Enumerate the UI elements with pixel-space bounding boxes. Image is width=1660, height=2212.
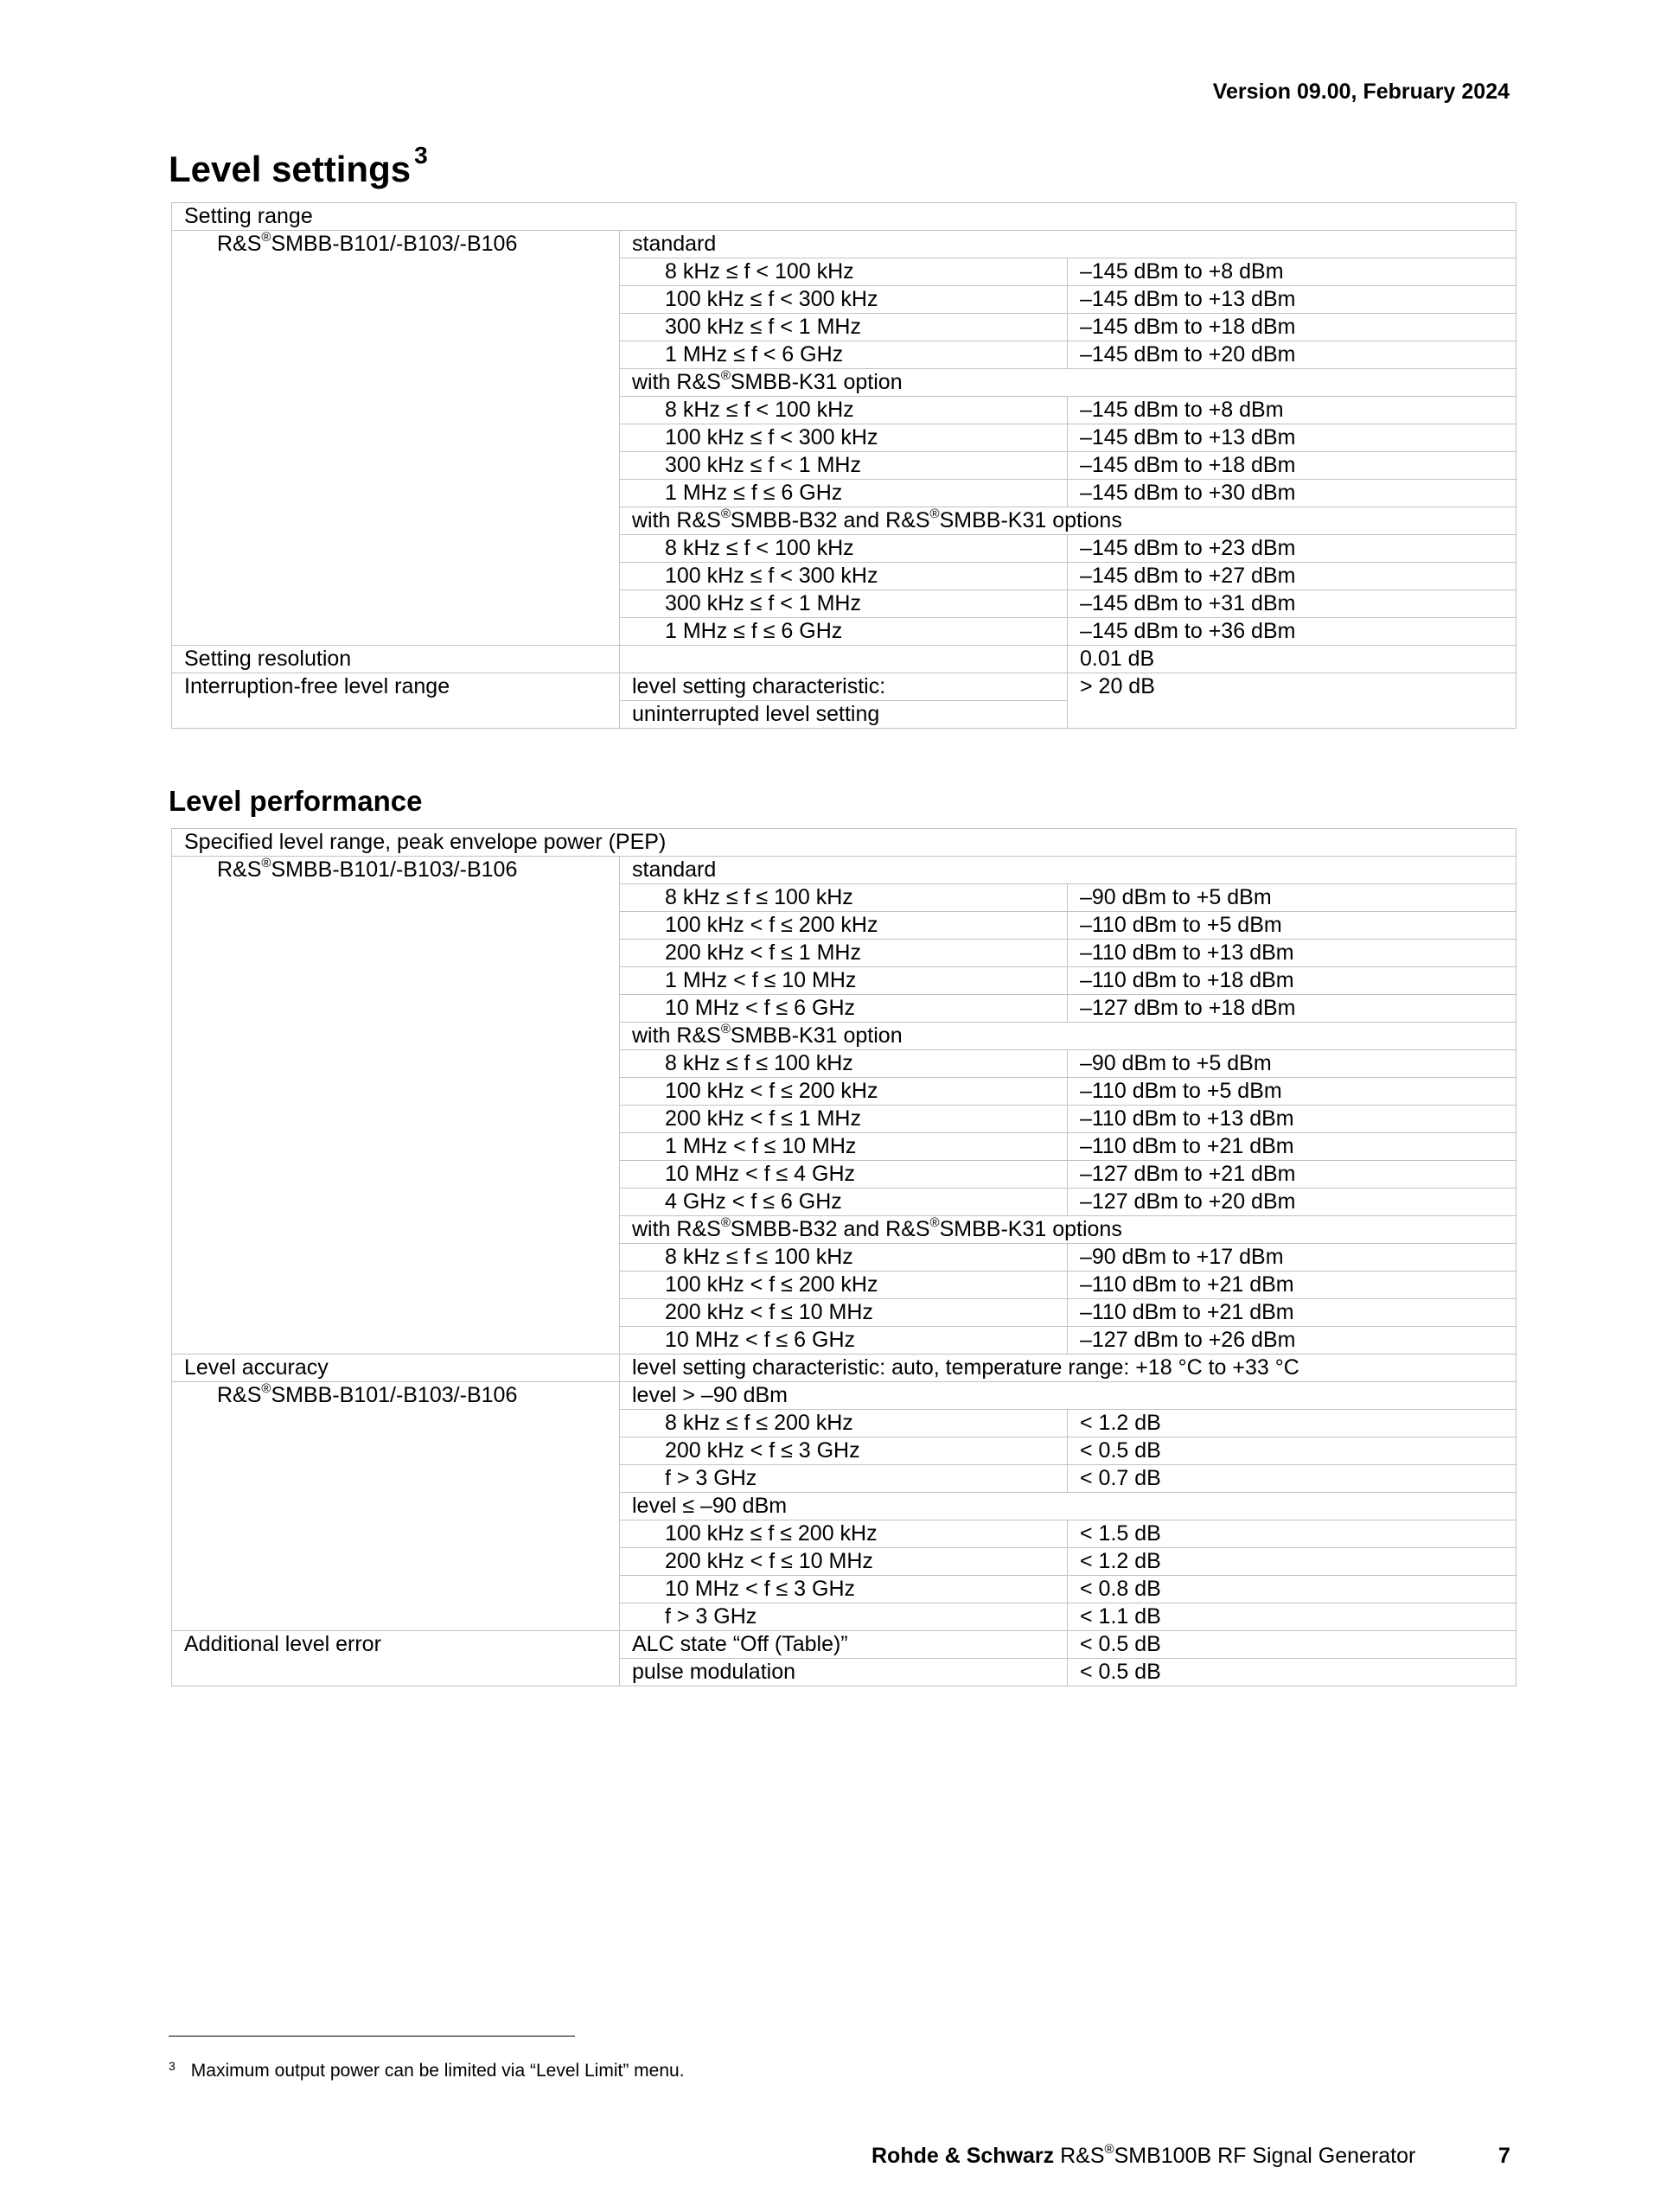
level-condition-label: level ≤ –90 dBm <box>620 1493 1516 1520</box>
option-suffix: SMBB-K31 option <box>730 1023 903 1048</box>
footnote-number: 3 <box>169 2059 176 2073</box>
registered-mark: ® <box>720 1022 731 1036</box>
frequency-range: 1 MHz < f ≤ 10 MHz <box>620 1133 1068 1161</box>
level-value: –90 dBm to +5 dBm <box>1068 1050 1516 1078</box>
table-row <box>172 646 1516 673</box>
additional-error-condition: ALC state “Off (Table)” <box>620 1631 1068 1659</box>
frequency-range: 1 MHz ≤ f < 6 GHz <box>620 341 1068 369</box>
level-value: < 0.5 dB <box>1068 1437 1516 1465</box>
level-value: –145 dBm to +18 dBm <box>1068 452 1516 480</box>
registered-mark: ® <box>929 1215 940 1230</box>
level-value: < 1.1 dB <box>1068 1603 1516 1631</box>
level-value: –127 dBm to +20 dBm <box>1068 1189 1516 1216</box>
level-value: –110 dBm to +13 dBm <box>1068 940 1516 967</box>
footer-product-prefix: R&S <box>1060 2144 1105 2168</box>
model-prefix: R&S <box>217 1383 262 1407</box>
level-value: –110 dBm to +18 dBm <box>1068 967 1516 995</box>
frequency-range: 10 MHz < f ≤ 6 GHz <box>620 1327 1068 1355</box>
level-value: –90 dBm to +17 dBm <box>1068 1244 1516 1272</box>
registered-mark: ® <box>720 1215 731 1230</box>
level-value: –145 dBm to +30 dBm <box>1068 480 1516 507</box>
model-prefix: R&S <box>217 857 262 882</box>
level-value: –145 dBm to +27 dBm <box>1068 563 1516 590</box>
table-row <box>172 829 1516 857</box>
frequency-range: 1 MHz < f ≤ 10 MHz <box>620 967 1068 995</box>
frequency-range: 100 kHz ≤ f ≤ 200 kHz <box>620 1520 1068 1548</box>
model-label <box>172 1382 620 1631</box>
frequency-range: f > 3 GHz <box>620 1603 1068 1631</box>
level-value: –110 dBm to +21 dBm <box>1068 1299 1516 1327</box>
registered-mark: ® <box>261 1381 271 1396</box>
table-row <box>172 231 1516 258</box>
frequency-range: 8 kHz ≤ f ≤ 200 kHz <box>620 1410 1068 1437</box>
frequency-range: 100 kHz < f ≤ 200 kHz <box>620 1272 1068 1299</box>
level-value: –145 dBm to +13 dBm <box>1068 424 1516 452</box>
level-value: –145 dBm to +13 dBm <box>1068 286 1516 314</box>
document-version: Version 09.00, February 2024 <box>1212 80 1510 104</box>
level-value: < 1.2 dB <box>1068 1410 1516 1437</box>
option-label <box>620 1023 1516 1050</box>
frequency-range: 300 kHz ≤ f < 1 MHz <box>620 590 1068 618</box>
frequency-range: 10 MHz < f ≤ 6 GHz <box>620 995 1068 1023</box>
level-value: –90 dBm to +5 dBm <box>1068 884 1516 912</box>
level-accuracy-characteristic: level setting characteristic: auto, temperature range: +18 °C to +33 °C <box>620 1355 1516 1382</box>
level-value: < 0.7 dB <box>1068 1465 1516 1493</box>
registered-mark: ® <box>929 507 940 521</box>
level-performance-table <box>171 828 1516 1686</box>
table-row <box>172 1382 1516 1410</box>
level-value: –145 dBm to +23 dBm <box>1068 535 1516 563</box>
level-value: –145 dBm to +20 dBm <box>1068 341 1516 369</box>
standard-label: standard <box>620 857 1516 884</box>
empty-cell <box>620 646 1068 673</box>
option-label <box>620 369 1516 397</box>
page-footer <box>872 2144 1415 2169</box>
interruption-condition: uninterrupted level setting <box>620 701 1068 729</box>
option-label <box>620 507 1516 535</box>
setting-resolution-value: 0.01 dB <box>1068 646 1516 673</box>
model-name: SMBB-B101/-B103/-B106 <box>271 1383 518 1407</box>
option-prefix: with R&S <box>632 508 721 532</box>
registered-mark: ® <box>720 368 731 383</box>
additional-error-value: < 0.5 dB <box>1068 1659 1516 1686</box>
model-prefix: R&S <box>217 232 262 256</box>
level-value: < 1.5 dB <box>1068 1520 1516 1548</box>
level-value: –127 dBm to +26 dBm <box>1068 1327 1516 1355</box>
frequency-range: 10 MHz < f ≤ 3 GHz <box>620 1576 1068 1603</box>
level-settings-table <box>171 202 1516 729</box>
footer-registered-mark: ® <box>1104 2142 1114 2157</box>
footnote-text: Maximum output power can be limited via “Level Limit” menu. <box>190 2061 685 2081</box>
footnote-ref: 3 <box>414 142 428 169</box>
model-name: SMBB-B101/-B103/-B106 <box>271 232 518 256</box>
additional-error-value: < 0.5 dB <box>1068 1631 1516 1659</box>
frequency-range: 1 MHz ≤ f ≤ 6 GHz <box>620 480 1068 507</box>
standard-label: standard <box>620 231 1516 258</box>
level-settings-heading <box>169 142 428 190</box>
level-value: –110 dBm to +21 dBm <box>1068 1133 1516 1161</box>
frequency-range: 200 kHz < f ≤ 1 MHz <box>620 1106 1068 1133</box>
interruption-value: > 20 dB <box>1068 673 1516 729</box>
interruption-label: Interruption-free level range <box>172 673 620 729</box>
interruption-condition: level setting characteristic: <box>620 673 1068 701</box>
frequency-range: 200 kHz < f ≤ 1 MHz <box>620 940 1068 967</box>
frequency-range: 8 kHz ≤ f < 100 kHz <box>620 397 1068 424</box>
option-prefix: with R&S <box>632 1023 721 1048</box>
option-label <box>620 1216 1516 1244</box>
frequency-range: 8 kHz ≤ f ≤ 100 kHz <box>620 884 1068 912</box>
option-middle: SMBB-B32 and R&S <box>730 508 930 532</box>
model-name: SMBB-B101/-B103/-B106 <box>271 857 518 882</box>
frequency-range: 100 kHz < f ≤ 200 kHz <box>620 912 1068 940</box>
level-value: –127 dBm to +18 dBm <box>1068 995 1516 1023</box>
level-value: –110 dBm to +13 dBm <box>1068 1106 1516 1133</box>
level-value: –110 dBm to +5 dBm <box>1068 912 1516 940</box>
frequency-range: 100 kHz < f ≤ 200 kHz <box>620 1078 1068 1106</box>
level-value: –110 dBm to +21 dBm <box>1068 1272 1516 1299</box>
registered-mark: ® <box>261 856 271 870</box>
level-value: –145 dBm to +8 dBm <box>1068 397 1516 424</box>
level-value: –110 dBm to +5 dBm <box>1068 1078 1516 1106</box>
level-accuracy-label: Level accuracy <box>172 1355 620 1382</box>
page-number: 7 <box>1498 2144 1510 2168</box>
option-middle: SMBB-B32 and R&S <box>730 1217 930 1241</box>
pep-range-label: Specified level range, peak envelope power (PEP) <box>172 829 1516 857</box>
frequency-range: 200 kHz < f ≤ 10 MHz <box>620 1548 1068 1576</box>
frequency-range: 8 kHz ≤ f ≤ 100 kHz <box>620 1050 1068 1078</box>
additional-error-condition: pulse modulation <box>620 1659 1068 1686</box>
level-value: –145 dBm to +8 dBm <box>1068 258 1516 286</box>
option-prefix: with R&S <box>632 370 721 394</box>
level-value: –145 dBm to +18 dBm <box>1068 314 1516 341</box>
frequency-range: 4 GHz < f ≤ 6 GHz <box>620 1189 1068 1216</box>
level-value: –145 dBm to +36 dBm <box>1068 618 1516 646</box>
model-label <box>172 231 620 646</box>
frequency-range: 300 kHz ≤ f < 1 MHz <box>620 452 1068 480</box>
option-suffix: SMBB-K31 option <box>730 370 903 394</box>
footer-product-name: SMB100B RF Signal Generator <box>1114 2144 1416 2168</box>
frequency-range: 1 MHz ≤ f ≤ 6 GHz <box>620 618 1068 646</box>
frequency-range: 8 kHz ≤ f ≤ 100 kHz <box>620 1244 1068 1272</box>
footnote-separator <box>169 2036 575 2037</box>
level-condition-label: level > –90 dBm <box>620 1382 1516 1410</box>
table-row <box>172 857 1516 884</box>
table-row <box>172 1631 1516 1659</box>
frequency-range: 8 kHz ≤ f < 100 kHz <box>620 258 1068 286</box>
frequency-range: 8 kHz ≤ f < 100 kHz <box>620 535 1068 563</box>
registered-mark: ® <box>261 230 271 245</box>
table-row <box>172 673 1516 701</box>
frequency-range: 200 kHz < f ≤ 10 MHz <box>620 1299 1068 1327</box>
setting-range-label: Setting range <box>172 203 1516 231</box>
table-row <box>172 1355 1516 1382</box>
frequency-range: 100 kHz ≤ f < 300 kHz <box>620 424 1068 452</box>
table-row <box>172 203 1516 231</box>
level-value: –127 dBm to +21 dBm <box>1068 1161 1516 1189</box>
footer-company: Rohde & Schwarz <box>872 2144 1055 2168</box>
frequency-range: 100 kHz ≤ f < 300 kHz <box>620 563 1068 590</box>
level-value: < 0.8 dB <box>1068 1576 1516 1603</box>
setting-resolution-label: Setting resolution <box>172 646 620 673</box>
option-prefix: with R&S <box>632 1217 721 1241</box>
additional-error-label: Additional level error <box>172 1631 620 1686</box>
level-value: –145 dBm to +31 dBm <box>1068 590 1516 618</box>
registered-mark: ® <box>720 507 731 521</box>
option-suffix: SMBB-K31 options <box>939 1217 1122 1241</box>
option-suffix: SMBB-K31 options <box>939 508 1122 532</box>
footnote <box>169 2059 685 2081</box>
frequency-range: 300 kHz ≤ f < 1 MHz <box>620 314 1068 341</box>
model-label <box>172 857 620 1355</box>
level-settings-title: Level settings <box>169 149 412 189</box>
frequency-range: 100 kHz ≤ f < 300 kHz <box>620 286 1068 314</box>
level-value: < 1.2 dB <box>1068 1548 1516 1576</box>
frequency-range: 200 kHz < f ≤ 3 GHz <box>620 1437 1068 1465</box>
level-performance-heading: Level performance <box>169 785 423 817</box>
frequency-range: 10 MHz < f ≤ 4 GHz <box>620 1161 1068 1189</box>
frequency-range: f > 3 GHz <box>620 1465 1068 1493</box>
